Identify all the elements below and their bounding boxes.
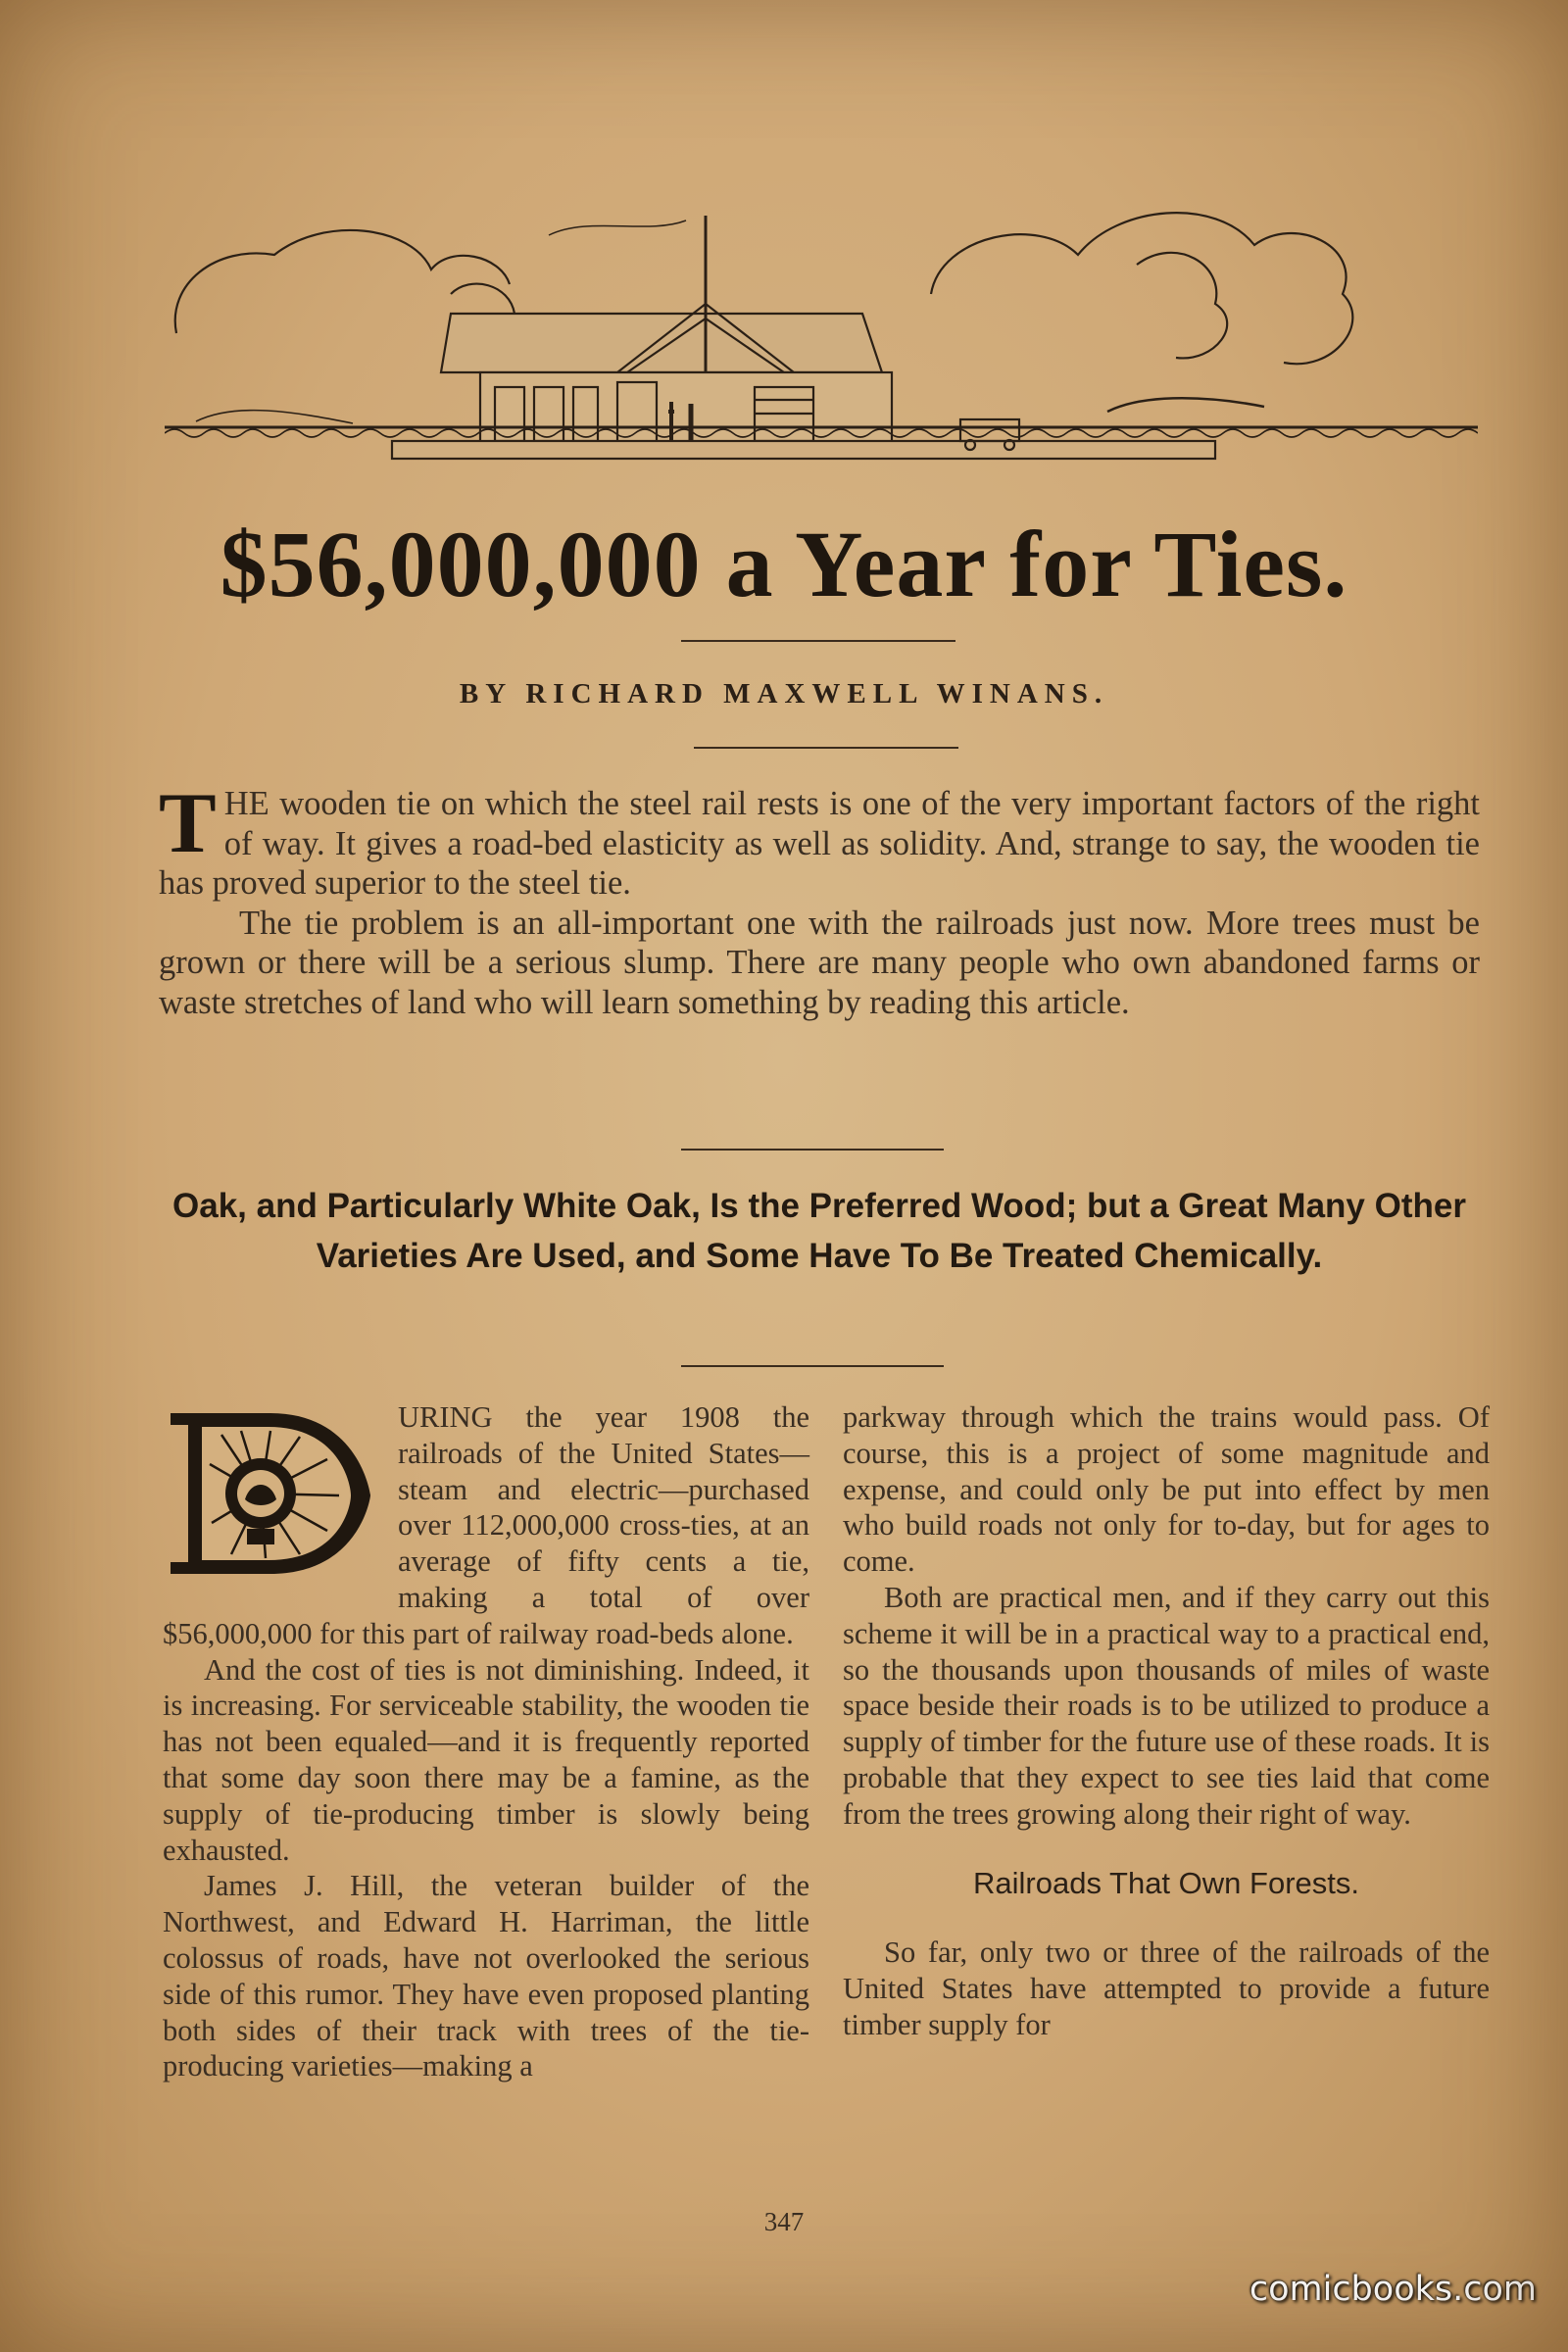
intro-paragraph-2: The tie problem is an all-important one with the railroads just now. More trees must be grown or there will be a serious slump. There are many people who own abandoned farms or waste stretches of land who will learn something by reading this article.: [159, 904, 1480, 1021]
left-paragraph-1: [163, 1399, 809, 1652]
article-byline: BY RICHARD MAXWELL WINANS.: [459, 678, 1109, 710]
left-paragraph-3: James J. Hill, the veteran builder of the Northwest, and Edward H. Harriman, the little colossus of roads, have not overlooked the serious side of this rumor. They have even proposed planting both sides of their track with trees of the tie-producing varieties—making a: [163, 1869, 809, 2083]
left-paragraph-1-text: URING the year 1908 the railroads of the United States—steam and electric—purchased over 112,000,000 cross-ties, at an average of fifty cents a tie, making a total of over $56,000,000 for this part of railway road-beds alone.: [163, 1400, 809, 1650]
right-paragraph-2: Both are practical men, and if they carry out this scheme it will be in a practical way to a practical end, so the thousands upon thousands of miles of waste space beside their roads is to be utilized to produce a supply of timber for the future use of these roads. It is probable that they expect to see ties laid that come from the trees growing along their right of way.: [843, 1580, 1490, 1831]
track-rule: [165, 421, 1478, 441]
subhead-bottom-divider: [681, 1365, 944, 1367]
right-paragraph-3: So far, only two or three of the railroads of the United States have attempted to provide a future timber supply for: [843, 1936, 1490, 2041]
right-column: [843, 1399, 1490, 2043]
title-divider: [681, 640, 956, 642]
left-paragraph-2: And the cost of ties is not diminishing. Indeed, it is increasing. For serviceable stability, the wooden tie has not been equaled—and it is frequently reported that some day soon there may be a famine, as the supply of tie-producing timber is slowly being exhausted.: [163, 1652, 809, 1867]
intro-paragraph-1: [159, 776, 1480, 904]
byline-divider: [694, 747, 958, 749]
railway-station-illustration: [157, 176, 1490, 461]
article-title: $56,000,000 a Year for Ties.: [220, 512, 1348, 616]
intro-paragraphs: [159, 776, 1480, 1022]
section-heading: Railroads That Own Forests.: [973, 1865, 1359, 1900]
right-paragraph-1: parkway through which the trains would pass. Of course, this is a project of some magnitude and expense, and could only be put into effect by men who build roads not only for to-day, but for ages to come.: [843, 1400, 1490, 1579]
intro-drop-cap: T: [159, 776, 217, 871]
page-number: 347: [763, 2207, 805, 2236]
article-subheading: Oak, and Particularly White Oak, Is the Preferred Wood; but a Great Many Other Varieties Are Used, and Some Have To Be Treated Chemically.: [172, 1187, 1466, 1275]
left-column: [163, 1399, 809, 2084]
site-watermark: comicbooks.com: [1249, 2270, 1537, 2309]
ornamental-drop-cap-d: [163, 1405, 380, 1582]
intro-paragraph-1-text: HE wooden tie on which the steel rail rests is one of the very important factors of the right of way. It gives a road-bed elasticity as well as solidity. And, strange to say, the wooden tie has proved superior to the steel tie.: [159, 785, 1480, 902]
subhead-top-divider: [681, 1149, 944, 1151]
